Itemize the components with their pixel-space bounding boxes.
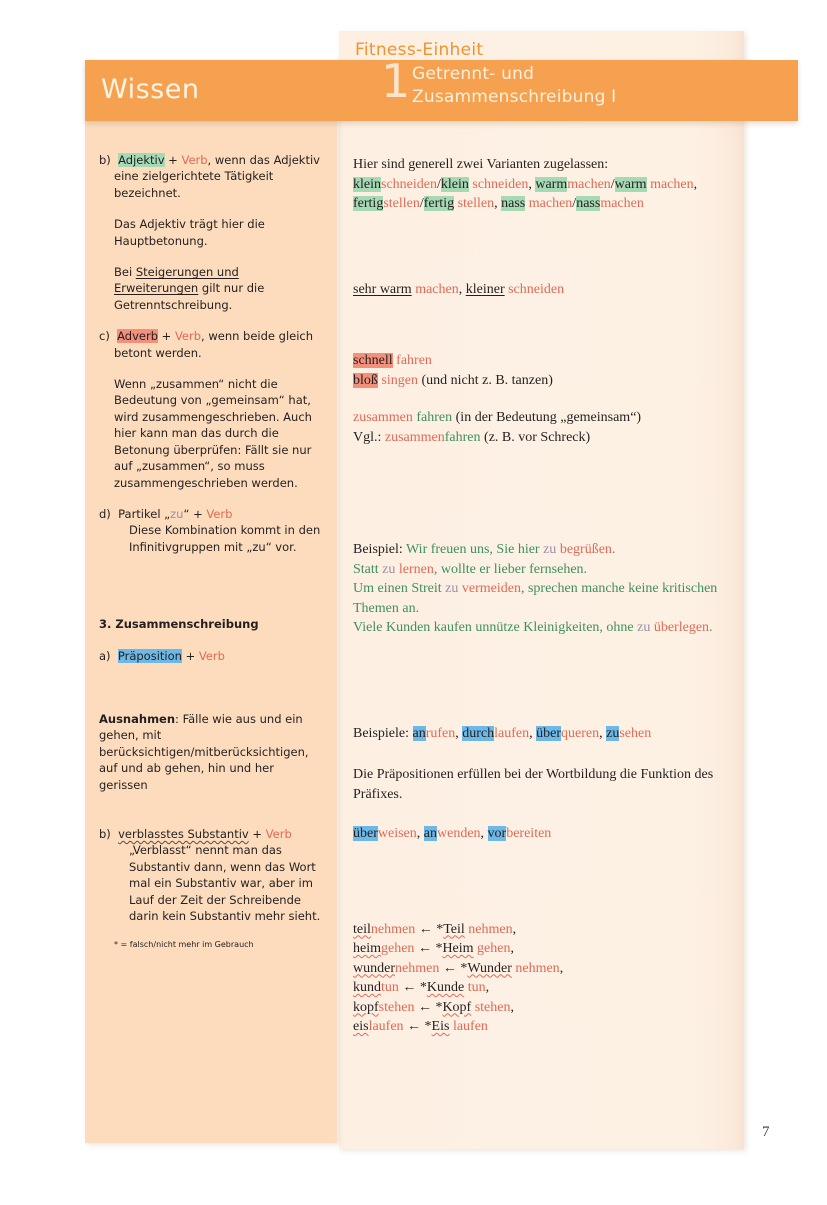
zu-sentence-part-1: Wir freuen uns, Sie hier — [406, 542, 544, 557]
variant-sep: / — [572, 196, 577, 211]
praefix-verb: sehen — [619, 725, 652, 741]
praefix-verb: rufen — [425, 725, 456, 741]
praefix-prefix: an — [423, 826, 437, 841]
rule-d-mid: “ + — [183, 506, 207, 521]
steigerung-verb-2: schneiden — [504, 281, 565, 297]
spacer — [99, 570, 325, 616]
zu-particle: zu — [543, 542, 557, 557]
left-arrow-icon: ← — [398, 980, 420, 995]
zu-sentence-part-3: , sprechen manche keine kritischen Themen an. — [353, 581, 718, 616]
term-verb: Verb — [198, 648, 225, 663]
rule-d-pre: Partikel „ — [118, 506, 171, 521]
substantiv-noun-2: Heim — [442, 941, 474, 956]
adverb-example-row — [353, 371, 733, 391]
zu-particle: zu — [382, 561, 396, 577]
list-marker: d) — [99, 506, 111, 521]
variant-sep: / — [610, 176, 615, 192]
section-heading-3: 3. Zusammenschreibung — [99, 617, 259, 632]
adverb-verb: fahren — [392, 353, 432, 368]
praefix-verb: bereiten — [506, 826, 552, 841]
unit-label: Fitness-Einheit — [355, 40, 484, 60]
plus-sign: + — [158, 329, 175, 344]
substantiv-example-row — [353, 920, 733, 940]
vgl-label: Vgl.: — [353, 429, 385, 445]
rule-item-b-adjektiv — [99, 152, 325, 201]
list-marker: c) — [99, 329, 110, 344]
zusammen-note: (in der Bedeutung „gemeinsam“) — [452, 410, 642, 425]
variant-prefix2: warm — [614, 176, 647, 192]
variant-prefix2: klein — [440, 176, 469, 192]
variant-verb2: schneiden — [468, 176, 529, 192]
zu-sentence-verb: begrüßen — [559, 542, 612, 557]
zu-sentence-part-1: Statt — [353, 561, 383, 577]
zu-sentence-part-3: . — [611, 542, 616, 557]
rule-d-rest: Diese Kombination kommt in den Infinitivgruppen mit „zu“ vor. — [129, 523, 321, 554]
zu-particle: zu — [445, 581, 459, 596]
right-intro: Hier sind generell zwei Varianten zugelassen: — [353, 157, 609, 172]
left-arrow-icon: ← — [415, 921, 437, 937]
adverb-term: bloß — [353, 372, 378, 388]
note-steigerungen-post: gilt nur die Getrenntschreibung. — [114, 281, 265, 312]
variant-prefix: nass — [501, 196, 526, 211]
unit-number: 1 — [381, 54, 411, 108]
variant-list — [353, 175, 733, 214]
note-steigerungen — [99, 264, 325, 313]
spacer — [353, 638, 733, 724]
plus-sign: + — [181, 648, 199, 663]
substantiv-tail: , — [510, 999, 514, 1015]
substantiv-tail: , — [512, 921, 517, 937]
variant-verb2: stellen — [454, 196, 495, 211]
note-steigerungen-underlined: Steigerungen und Erweiterungen — [114, 265, 239, 296]
substantiv-noun: heim — [353, 941, 381, 956]
zusammen-word: zusammen — [384, 429, 445, 445]
term-adjektiv: Adjektiv — [118, 153, 165, 167]
substantiv-verb: nehmen — [370, 921, 416, 937]
adverb-verb: singen — [377, 372, 418, 388]
plus-sign: + — [164, 153, 182, 167]
left-arrow-icon: ← — [403, 1019, 425, 1034]
rule-c-rest: , wenn beide gleich betont werden. — [114, 329, 314, 360]
star-marker: * — [419, 980, 427, 995]
substantiv-example-row — [353, 998, 733, 1018]
praefix-verb: laufen — [494, 725, 530, 741]
substantiv-tail: , — [559, 960, 564, 976]
unit-title-line-1: Getrennt- und — [412, 64, 535, 84]
praefix-verb: wenden — [437, 826, 481, 841]
zu-sentence-verb: überlegen — [653, 620, 710, 635]
substantiv-verb: stehen — [378, 999, 415, 1015]
zusammen-word: zusammen — [353, 410, 413, 425]
left-arrow-icon: ← — [414, 999, 436, 1015]
zu-sentence-part-3: . — [709, 620, 713, 635]
steigerung-underlined-1: sehr warm — [353, 281, 412, 297]
variant-verb: stellen — [383, 196, 420, 211]
zu-sentence-row — [353, 540, 733, 560]
substantiv-tail: , — [485, 980, 490, 995]
substantiv-example-row — [353, 959, 733, 979]
star-marker: * — [436, 921, 444, 937]
spacer — [99, 679, 325, 711]
praefix-item — [413, 726, 463, 741]
spacer — [353, 844, 733, 920]
variant-item — [353, 177, 535, 192]
substantiv-example-row — [353, 978, 733, 998]
term-zu: zu — [170, 506, 184, 521]
praefix-item — [488, 826, 552, 841]
page-title: Wissen — [101, 74, 200, 105]
praefix-item — [462, 726, 536, 741]
praefix-prefix: über — [536, 725, 562, 741]
note-zusammen: Wenn „zusammen“ nicht die Bedeutung von „gemeinsam“ hat, wird zusammengeschrieben. Auch hier kann man das durch die Betonung überprüfen: Fällt sie nur auf „zusammen“, so muss zusammengeschrieben werden. — [114, 377, 312, 490]
variant-item — [353, 196, 501, 211]
praefix-examples-row — [353, 724, 733, 744]
ausnahmen-label: Ausnahmen — [99, 711, 176, 726]
beispiel-label: Beispiel: — [353, 542, 407, 557]
variant-tail: , — [693, 176, 698, 192]
variant-prefix2: fertig — [423, 196, 455, 211]
zu-sentence-row — [353, 560, 733, 580]
steigerung-verb-1: machen — [411, 281, 459, 297]
substantiv-verb-2: laufen — [449, 1019, 488, 1034]
term-verb: Verb — [181, 153, 208, 167]
term-praeposition: Präposition — [117, 648, 182, 663]
praefix-prefix: vor — [487, 826, 507, 841]
praefix-item — [353, 826, 424, 841]
zusammen-verb: fahren — [444, 429, 481, 445]
right-column — [353, 155, 733, 1037]
zusammen-note: (z. B. vor Schreck) — [480, 429, 591, 445]
ausnahmen-block — [99, 711, 325, 793]
praefix-prefix: über — [353, 826, 378, 841]
spacer — [353, 390, 733, 408]
rule-item-b-substantiv — [99, 826, 325, 924]
list-marker: b) — [99, 826, 111, 841]
variant-tail: , — [528, 176, 536, 192]
substantiv-verb: laufen — [368, 1019, 404, 1034]
spacer — [353, 299, 733, 351]
variant-item — [501, 196, 644, 211]
unit-title — [412, 63, 616, 109]
variant-prefix: warm — [535, 176, 568, 192]
adverb-example-row — [353, 351, 733, 371]
variant-verb2: machen — [600, 196, 644, 211]
substantiv-verb-2: nehmen — [511, 960, 560, 976]
substantiv-noun: teil — [353, 921, 371, 937]
praefix-tail: , — [480, 826, 488, 841]
substantiv-verb: gehen — [381, 941, 415, 956]
adverb-tail: (und nicht z. B. tanzen) — [417, 372, 553, 388]
praefix-note: Die Präpositionen erfüllen bei der Wortbildung die Funktion des Präfixes. — [353, 767, 714, 802]
variant-sep: / — [436, 176, 441, 192]
left-arrow-icon: ← — [439, 960, 461, 976]
term-verb: Verb — [206, 506, 233, 521]
substantiv-verb-2: tun — [464, 980, 486, 995]
substantiv-noun: kopf — [353, 999, 379, 1015]
zusammen-line-1 — [353, 408, 733, 428]
substantiv-noun: eis — [353, 1019, 369, 1034]
variant-sep: / — [419, 196, 424, 211]
zu-sentence-row — [353, 618, 733, 638]
list-marker: b) — [99, 153, 111, 167]
variant-prefix: klein — [353, 176, 381, 192]
zu-sentence-part-1: Viele Kunden kaufen unnütze Kleinigkeiten, ohne — [353, 620, 638, 635]
footnote: * = falsch/nicht mehr im Gebrauch — [114, 940, 254, 950]
term-verb: Verb — [174, 329, 202, 344]
unit-title-line-2: Zusammenschreibung I — [412, 87, 617, 107]
zusammen-line-2 — [353, 428, 733, 448]
rule-b2-rest: „Verblasst“ nennt man das Substantiv dann, wenn das Wort mal ein Substantiv war, aber im Lauf der Zeit der Schreibende darin kein Substantiv mehr sieht. — [129, 843, 321, 923]
zu-particle: zu — [637, 620, 651, 635]
substantiv-tail: , — [510, 941, 514, 956]
substantiv-noun-2: Kopf — [442, 999, 472, 1015]
rule-item-d-partikel — [99, 506, 325, 555]
steigerung-sep: , — [458, 281, 466, 297]
steigerung-examples — [353, 280, 733, 300]
star-marker: * — [460, 960, 468, 976]
praefix-tail: , — [455, 725, 463, 741]
substantiv-verb-2: nehmen — [464, 921, 513, 937]
note-hauptbetonung: Das Adjektiv trägt hier die Hauptbetonung. — [114, 217, 265, 248]
praefix-tail: , — [529, 725, 537, 741]
spacer — [353, 214, 733, 280]
praefix-tail: , — [416, 826, 424, 841]
left-column — [99, 152, 325, 951]
zu-sentence-row — [353, 579, 733, 618]
substantiv-noun-2: Wunder — [467, 960, 512, 976]
steigerung-underlined-2: kleiner — [465, 281, 505, 297]
substantiv-example-row — [353, 1017, 733, 1037]
substantiv-noun: kund — [353, 980, 381, 995]
note-steigerungen-pre: Bei — [114, 265, 136, 280]
substantiv-verb: tun — [381, 980, 399, 995]
praefix-prefix: an — [412, 725, 426, 741]
variant-verb2: machen — [646, 176, 694, 192]
rule-item-a-praeposition — [99, 648, 325, 664]
praefix-item — [536, 726, 606, 741]
adverb-term: schnell — [353, 353, 393, 368]
spacer — [353, 804, 733, 824]
substantiv-noun-2: Teil — [443, 921, 465, 937]
plus-sign: + — [248, 826, 266, 841]
variant-verb: machen — [567, 176, 611, 192]
variant-item — [535, 177, 697, 192]
zusammen-verb: fahren — [412, 410, 453, 425]
list-marker: a) — [99, 648, 111, 663]
substantiv-verb-2: stehen — [471, 999, 511, 1015]
star-marker: * — [424, 1019, 432, 1034]
variant-verb: machen — [525, 196, 573, 211]
praefix-item — [424, 826, 488, 841]
praefix-verb: weisen — [377, 826, 417, 841]
rule-b-rest: , wenn das Adjektiv eine zielgerichtete Tätigkeit bezeichnet. — [114, 153, 320, 200]
zu-sentence-verb: vermeiden — [461, 581, 521, 596]
term-verblasstes-substantiv: verblasstes Substantiv — [118, 826, 249, 841]
spacer — [99, 808, 325, 826]
left-arrow-icon: ← — [414, 941, 436, 956]
substantiv-noun-2: Kunde — [426, 980, 465, 995]
page-number: 7 — [762, 1124, 770, 1140]
variant-prefix2: nass — [576, 196, 601, 211]
star-marker: * — [435, 999, 443, 1015]
substantiv-verb-2: gehen — [473, 941, 511, 956]
spacer — [353, 447, 733, 540]
spacer — [353, 743, 733, 765]
substantiv-example-row — [353, 939, 733, 959]
ausnahmen-text: : Fälle wie aus und ein gehen, mit berücksichtigen/mitberücksichtigen, auf und ab gehen, hin und her gerissen — [99, 711, 309, 792]
praefix-verb: queren — [561, 725, 600, 741]
rule-item-c-adverb — [99, 328, 325, 361]
substantiv-noun: wunder — [353, 960, 395, 976]
praefix-prefix: zu — [606, 725, 620, 741]
substantiv-verb: nehmen — [395, 960, 440, 976]
zu-sentence-part-1: Um einen Streit — [353, 581, 446, 596]
term-adverb: Adverb — [117, 329, 158, 344]
variant-tail: , — [494, 196, 502, 211]
praefix-prefix: durch — [462, 725, 495, 741]
term-verb: Verb — [265, 826, 292, 841]
zu-sentence-verb: lernen — [398, 561, 434, 577]
praefix-examples-row-2 — [353, 824, 733, 844]
variant-prefix: fertig — [353, 196, 384, 211]
praefix-item — [606, 726, 651, 741]
beispiele-label: Beispiele: — [353, 725, 413, 741]
star-marker: * — [435, 941, 443, 956]
variant-verb: schneiden — [381, 176, 437, 192]
substantiv-noun-2: Eis — [431, 1019, 450, 1034]
praefix-tail: , — [599, 725, 607, 741]
zu-sentence-part-3: , wollte er lieber fernsehen. — [433, 561, 588, 577]
